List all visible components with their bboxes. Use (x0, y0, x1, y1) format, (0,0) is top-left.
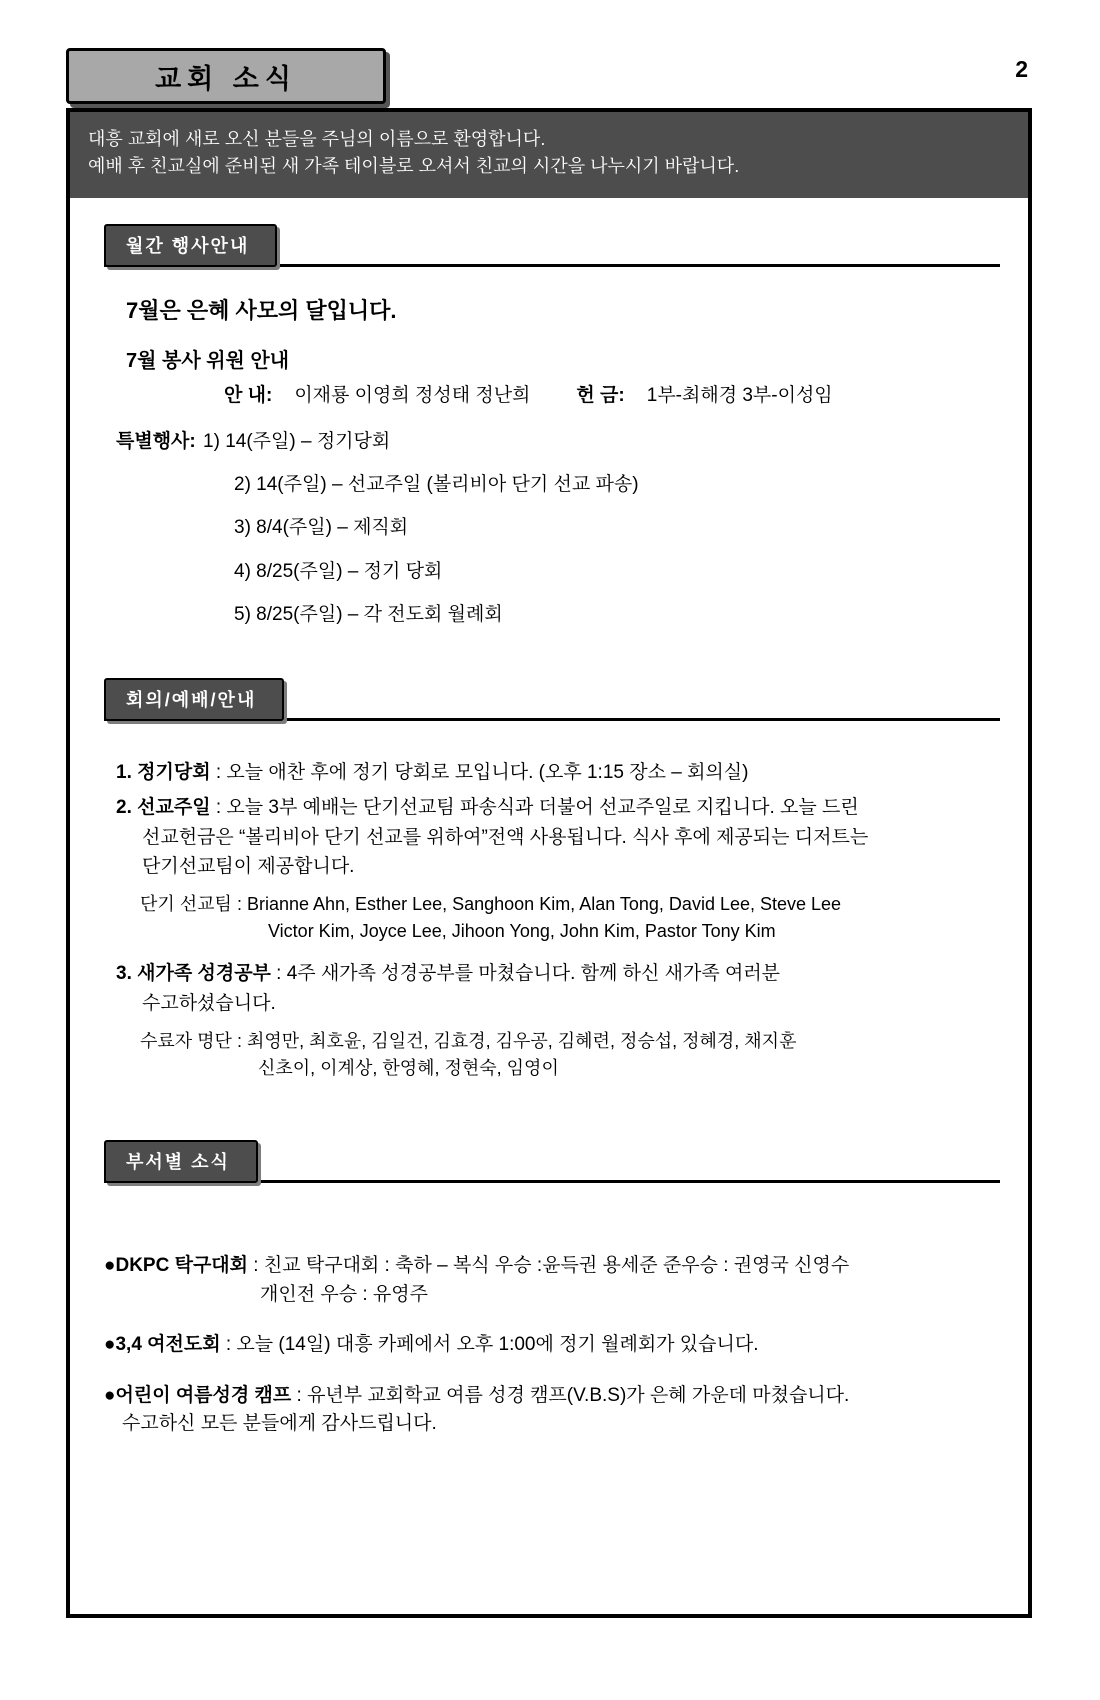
list-item: 3) 8/4(주일) – 제직회 (234, 517, 409, 539)
graduates-line-1: 최영만, 최호윤, 김일건, 김효경, 김우공, 김혜련, 정승섭, 정혜경, 채지훈 (246, 1031, 797, 1052)
item-body-line: 선교헌금은 “볼리비아 단기 선교를 위하여”전액 사용됩니다. 식사 후에 제공되는 디저트는 (142, 826, 869, 848)
item-number: 3. (116, 963, 132, 985)
graduates-label: 수료자 명단 : (140, 1031, 242, 1052)
monthly-events-first-row (116, 427, 996, 456)
item-title: 정기당회 (137, 761, 211, 783)
bullet-icon: ● (104, 1334, 116, 1356)
bulletin-content (70, 224, 1028, 1439)
item-body-line: 수고하셨습니다. (142, 992, 276, 1014)
events-label: 특별행사: (116, 430, 196, 452)
list-item (116, 758, 996, 787)
dept-body: : 오늘 (14일) 대흥 카페에서 오후 1:00에 정기 월례회가 있습니다. (220, 1334, 759, 1356)
mission-team-block (140, 891, 996, 945)
item-body: : 4주 새가족 성경공부를 마쳤습니다. 함께 하신 새가족 여러분 (270, 963, 781, 985)
monthly-headline: 7월은 은혜 사모의 달입니다. (126, 298, 397, 323)
guide-value: 이재룡 이영희 정성태 정난희 (294, 385, 531, 407)
list-item (104, 1382, 996, 1439)
list-item: 2) 14(주일) – 선교주일 (볼리비아 단기 선교 파송) (234, 473, 639, 495)
item-body-line: 단기선교팀이 제공합니다. (142, 856, 355, 878)
welcome-banner (70, 112, 1028, 198)
section-monthly-body (92, 270, 1006, 630)
graduates-line-2: 신초이, 이계상, 한영혜, 정현숙, 임영이 (258, 1058, 559, 1079)
item-title: 선교주일 (137, 797, 211, 819)
offering-value: 1부-최해경 3부-이성임 (646, 385, 833, 407)
item-body: : 오늘 3부 예배는 단기선교팀 파송식과 더불어 선교주일로 지킵니다. 오늘 드린 (210, 797, 859, 819)
section-meetings-tab: 회의/예배/안내 (104, 678, 284, 721)
section-departments-tab: 부서별 소식 (104, 1140, 258, 1183)
list-item: 5) 8/25(주일) – 각 전도회 월례회 (234, 604, 503, 626)
mission-team-label: 단기 선교팀 : (140, 894, 242, 915)
dept-name: 3,4 여전도회 (115, 1334, 221, 1356)
section-meetings (92, 678, 1006, 1083)
list-item (104, 1331, 996, 1360)
graduates-block (140, 1028, 996, 1082)
list-item (116, 793, 996, 881)
mission-team-line-1: Brianne Ahn, Esther Lee, Sanghoon Kim, Alan Tong, David Lee, Steve Lee (246, 894, 842, 915)
page-title-badge (66, 48, 386, 104)
dept-body: : 유년부 교회학교 여름 성경 캠프(V.B.S)가 은혜 가운데 마쳤습니다. (291, 1384, 850, 1406)
section-monthly-events (92, 224, 1006, 630)
list-item (116, 959, 996, 1018)
dept-body-line: 개인전 우승 : 유영주 (260, 1283, 428, 1305)
dept-body-line: 수고하신 모든 분들에게 감사드립니다. (122, 1413, 437, 1435)
section-departments-head (92, 1140, 1006, 1186)
welcome-line-2: 예배 후 친교실에 준비된 새 가족 테이블로 오셔서 친교의 시간을 나누시기 바랍니다. (88, 156, 740, 176)
section-monthly-tab: 월간 행사안내 (104, 224, 277, 267)
dept-name: DKPC 탁구대회 (115, 1255, 249, 1277)
item-number: 2. (116, 797, 132, 819)
dept-body: : 친교 탁구대회 : 축하 – 복식 우승 :윤득권 용세준 준우승 : 권영국 신영수 (248, 1255, 850, 1277)
list-item: 1) 14(주일) – 정기당회 (203, 430, 391, 452)
guide-label: 안 내: (224, 385, 273, 407)
list-item (104, 1252, 996, 1309)
page-number: 2 (1015, 56, 1028, 82)
bulletin-body (66, 108, 1032, 1618)
section-meetings-body (92, 724, 1006, 1083)
bullet-icon: ● (104, 1384, 116, 1406)
mission-team-line-2: Victor Kim, Joyce Lee, Jihoon Yong, John Kim, Pastor Tony Kim (268, 921, 776, 942)
monthly-events-list (116, 427, 996, 630)
item-title: 새가족 성경공부 (137, 963, 271, 985)
section-departments (92, 1140, 1006, 1439)
section-monthly-head (92, 224, 1006, 270)
page-title: 교회 소식 (155, 63, 297, 94)
monthly-volunteer-row (224, 381, 996, 410)
dept-name: 어린이 여름성경 캠프 (115, 1384, 292, 1406)
offering-label: 헌 금: (576, 385, 625, 407)
monthly-volunteer-title: 7월 봉사 위원 안내 (126, 350, 290, 373)
item-number: 1. (116, 761, 132, 783)
page-header (0, 48, 1100, 108)
section-meetings-head (92, 678, 1006, 724)
section-departments-body (92, 1186, 1006, 1439)
item-body: : 오늘 애찬 후에 정기 당회로 모입니다. (오후 1:15 장소 – 회의실) (210, 761, 749, 783)
bullet-icon: ● (104, 1255, 116, 1277)
welcome-line-1: 대흥 교회에 새로 오신 분들을 주님의 이름으로 환영합니다. (88, 129, 546, 149)
list-item: 4) 8/25(주일) – 정기 당회 (234, 560, 443, 582)
